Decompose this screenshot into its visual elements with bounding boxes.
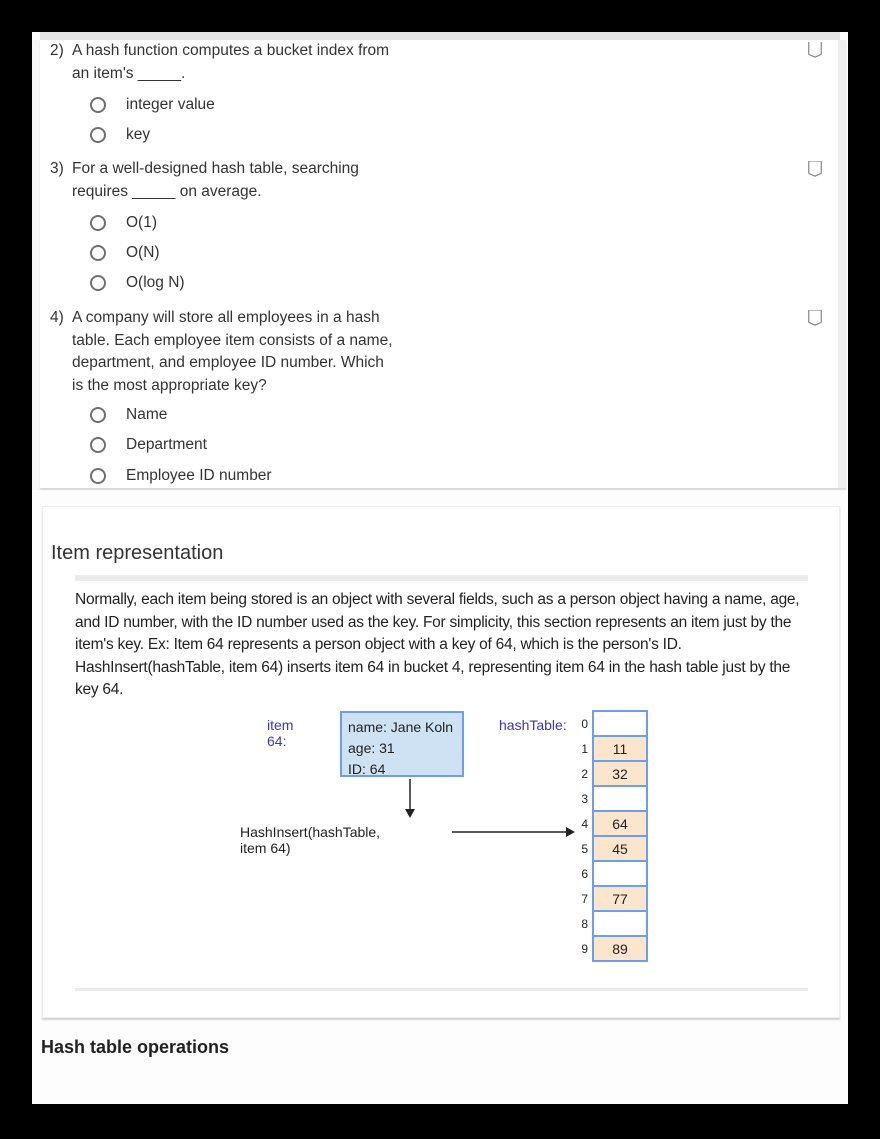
question-number: 3)	[50, 160, 64, 177]
hash-table-label: hashTable:	[499, 717, 567, 733]
question-number: 4)	[50, 309, 64, 326]
option-employee-id-number[interactable]	[90, 465, 272, 487]
divider	[75, 988, 808, 991]
option-label: Employee ID number	[126, 467, 272, 484]
bookmark-flag-icon[interactable]	[807, 42, 823, 58]
option-o-1[interactable]	[90, 212, 157, 234]
item-field: ID: 64	[348, 761, 386, 777]
question-text-line: table. Each employee item consists of a name,	[72, 331, 393, 349]
section-title: Item representation	[51, 541, 224, 564]
bucket-7: 7 77	[592, 885, 648, 910]
bucket-5: 5 45	[592, 835, 648, 860]
diagram-arrows	[43, 507, 839, 1017]
hash-insert-call: HashInsert(hashTable, item 64)	[240, 824, 381, 856]
bucket-0: 0	[592, 710, 648, 735]
radio-button[interactable]	[90, 275, 106, 291]
radio-button[interactable]	[90, 215, 106, 231]
question-text-line: For a well-designed hash table, searching	[72, 160, 359, 177]
bucket-9: 9 89	[592, 935, 648, 962]
card-edge	[32, 40, 40, 490]
question-text-line: department, and employee ID number. Which	[72, 354, 384, 371]
radio-button[interactable]	[90, 407, 106, 423]
bookmark-flag-icon[interactable]	[807, 161, 823, 177]
question-text-line: A hash function computes a bucket index from	[72, 42, 390, 59]
radio-button[interactable]	[90, 437, 106, 453]
option-key[interactable]	[90, 124, 150, 146]
option-integer-value[interactable]	[90, 94, 215, 116]
option-name[interactable]	[90, 404, 167, 426]
bookmark-flag-icon[interactable]	[807, 310, 823, 326]
bucket-6: 6	[592, 860, 648, 885]
item-label: item 64:	[267, 717, 294, 749]
radio-button[interactable]	[90, 127, 106, 143]
question-text-line: an item's _____.	[72, 64, 186, 82]
question-text-line: A company will store all employees in a hash	[72, 309, 380, 326]
section-paragraph: Normally, each item being stored is an object with several fields, such as a person object having a name, age, and ID number, with the ID number used as the key. For simplicity, this section represents an item just by the item's key. Ex: Item 64 represents a person object with a key of 64, which is the person's ID. HashInsert(hashTable, item 64) inserts item 64 in bucket 4, representing item 64 in the hash table just by the key 64.	[75, 591, 800, 698]
bucket-2: 2 32	[592, 760, 648, 785]
bucket-4: 4 64	[592, 810, 648, 835]
item-representation-card	[42, 506, 840, 1018]
item-field: age: 31	[348, 740, 395, 756]
option-label: Name	[126, 406, 168, 423]
question-text-line: requires _____ on average.	[72, 182, 262, 200]
option-label: O(N)	[126, 244, 160, 261]
option-label: integer value	[126, 96, 215, 113]
option-label: Department	[126, 436, 207, 453]
question-number: 2)	[50, 42, 64, 59]
hash-table	[581, 710, 648, 962]
radio-button[interactable]	[90, 468, 106, 484]
card-top-bar	[40, 32, 840, 40]
question-text-line: is the most appropriate key?	[72, 376, 267, 394]
bucket-3: 3	[592, 785, 648, 810]
participation-questions-card	[40, 40, 846, 488]
next-section-title: Hash table operations	[41, 1037, 230, 1057]
item-field: name: Jane Koln	[348, 719, 454, 735]
option-o-n[interactable]	[90, 242, 160, 264]
bucket-1: 1 11	[592, 735, 648, 760]
bucket-8: 8	[592, 910, 648, 935]
radio-button[interactable]	[90, 245, 106, 261]
option-label: O(1)	[126, 214, 157, 231]
option-label: key	[126, 126, 151, 143]
radio-button[interactable]	[90, 97, 106, 113]
option-o-log-n[interactable]	[90, 272, 185, 294]
option-label: O(log N)	[126, 274, 185, 291]
option-department[interactable]	[90, 434, 207, 456]
